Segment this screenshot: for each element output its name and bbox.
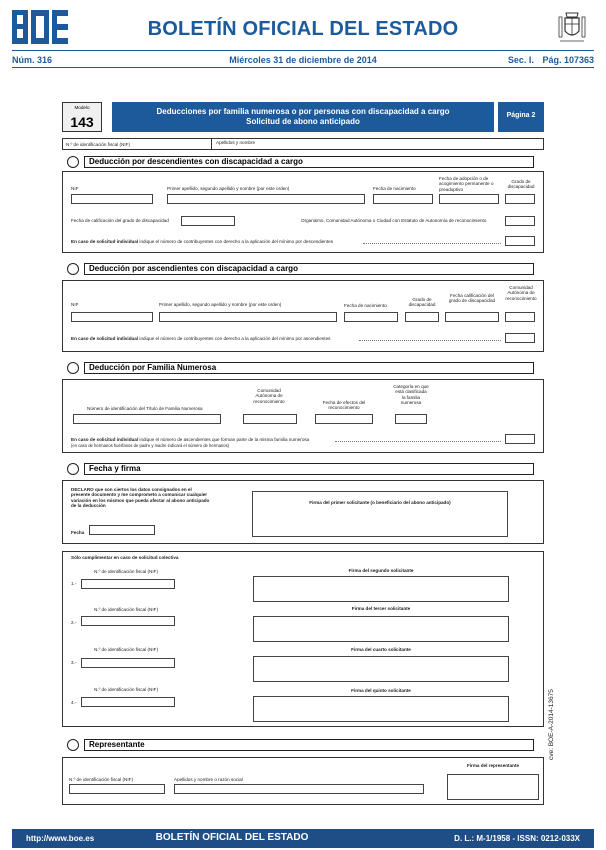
issue-date: Miércoles 31 de diciembre de 2014 — [229, 55, 377, 65]
s1-birth-input[interactable] — [373, 194, 433, 204]
s1-birth-label: Fecha de nacimiento — [373, 186, 416, 191]
s5-row2-nif-input[interactable] — [81, 616, 175, 626]
s3-individual-bold: En caso de solicitud individual — [71, 437, 139, 442]
section4-checkbox[interactable] — [67, 463, 79, 475]
section5-box — [62, 551, 544, 727]
s1-calif-input[interactable] — [181, 216, 235, 226]
s5-row1-firma-label: Firma del segundo solicitante — [348, 568, 414, 573]
section4-title: Fecha y firma — [84, 463, 534, 475]
s3-individual-input[interactable] — [505, 434, 535, 444]
s6-firma-label: Firma del representante — [466, 763, 520, 768]
s1-adoption-label: Fecha de adopción o de acogimiento permanente o preadoptivo — [439, 176, 494, 192]
section2-checkbox[interactable] — [67, 263, 79, 275]
s1-calif-label: Fecha de calificación del grado de discapacidad — [71, 218, 169, 223]
page-label: Página 2 — [506, 112, 536, 119]
s2-dots — [359, 340, 501, 341]
section3-box — [62, 379, 544, 453]
section-label: Sec. I. — [507, 55, 534, 65]
s5-row3-firma-box[interactable] — [253, 656, 509, 682]
s6-name-input[interactable] — [174, 784, 424, 794]
s3-categoria-input[interactable] — [395, 414, 427, 424]
s2-individual-label — [71, 336, 330, 341]
s3-individual-rest: indique el número de ascendientes que forman parte de la misma familia numerosa — [139, 437, 310, 442]
s4-firma-label: Firma del primer solicitante (o beneficiario del abono anticipado) — [309, 500, 451, 505]
id-row-divider — [211, 139, 212, 149]
footer-title: BOLETÍN OFICIAL DEL ESTADO — [155, 832, 309, 843]
s4-declaro-rest: que son ciertos los datos consignados en el presente documento y me comprometo a comunicar cualquier variación en los mismos que pueda afectar al abono anticipado de la deducción — [71, 487, 210, 509]
s5-row3-nif-input[interactable] — [81, 658, 175, 668]
s2-individual-bold: En caso de solicitud individual — [71, 336, 139, 341]
s2-name-label: Primer apellido, segundo apellido y nombre (por este orden) — [159, 302, 282, 307]
form-title-line2: Solicitud de abono anticipado — [246, 117, 360, 126]
s4-declaro — [71, 487, 211, 509]
s2-grado-label: Grado de discapacidad — [408, 297, 436, 308]
s1-nif-input[interactable] — [71, 194, 153, 204]
s5-row1-num: 1.- — [71, 581, 77, 586]
s5-row4-nif-input[interactable] — [81, 697, 175, 707]
section6-checkbox[interactable] — [67, 739, 79, 751]
s3-titulo-input[interactable] — [73, 414, 221, 424]
s5-row2-nif-label: N.º de identificación fiscal (NIF) — [94, 607, 158, 612]
header-divider — [12, 50, 594, 51]
s4-fecha-input[interactable] — [89, 525, 155, 535]
s5-row1-nif-label: N.º de identificación fiscal (NIF) — [94, 569, 158, 574]
s2-individual-input[interactable] — [505, 333, 535, 343]
form-title-line1: Deducciones por familia numerosa o por personas con discapacidad a cargo — [156, 107, 450, 116]
s2-comunidad-input[interactable] — [505, 312, 535, 322]
footer-bar — [12, 829, 594, 848]
s4-fecha-label: Fecha — [71, 530, 85, 535]
coat-of-arms-icon — [556, 9, 588, 45]
footer-url[interactable]: http://www.boe.es — [26, 834, 95, 843]
s5-row4-firma-box[interactable] — [253, 696, 509, 722]
s1-name-input[interactable] — [167, 194, 365, 204]
s5-row3-num: 3.- — [71, 660, 77, 665]
s5-row4-nif-label: N.º de identificación fiscal (NIF) — [94, 687, 158, 692]
modelo-number: 143 — [70, 114, 94, 130]
s3-efectos-label: Fecha de efectos del reconocimiento — [322, 400, 366, 411]
s5-row3-nif-label: N.º de identificación fiscal (NIF) — [94, 647, 158, 652]
s3-note: (en caso de hermanos huérfanos de padre y madre indicará el número de hermanos) — [71, 443, 230, 448]
nif-label: N.º de identificación fiscal (NIF) — [66, 142, 130, 147]
header-title: BOLETÍN OFICIAL DEL ESTADO — [147, 18, 459, 40]
s3-efectos-input[interactable] — [315, 414, 373, 424]
s1-organismo-label: Organismo, Comunidad Autónoma o Ciudad con Estatuto de Autonomía de reconocimiento — [301, 218, 487, 223]
section6-title: Representante — [84, 739, 534, 751]
section2-box — [62, 280, 544, 352]
section1-title: Deducción por descendientes con discapacidad a cargo — [84, 156, 534, 168]
s4-declaro-bold: DECLARO — [71, 487, 94, 492]
s6-name-label: Apellidos y nombre o razón social — [174, 777, 243, 782]
modelo-box — [62, 102, 102, 132]
s2-nif-input[interactable] — [71, 312, 153, 322]
s1-organismo-input[interactable] — [505, 216, 535, 226]
s3-dots — [335, 441, 501, 442]
s5-row2-firma-box[interactable] — [253, 616, 509, 642]
s2-calif-label: Fecha calificación del grado de discapacidad — [448, 293, 496, 304]
page-number: Pág. 107363 — [542, 55, 594, 65]
section3-title: Deducción por Familia Numerosa — [84, 362, 534, 374]
section4-box — [62, 480, 544, 544]
s5-row2-num: 2.- — [71, 620, 77, 625]
s5-row4-firma-label: Firma del quinto solicitante — [351, 688, 411, 693]
s1-grado-input[interactable] — [505, 194, 535, 204]
header-divider-bottom — [12, 67, 594, 68]
s5-row2-firma-label: Firma del tercer solicitante — [351, 606, 411, 611]
s1-nif-label: NIF — [71, 186, 79, 191]
s2-name-input[interactable] — [159, 312, 337, 322]
s2-individual-rest: indique el número de contribuyentes con derecho a la aplicación del mínimo por ascendientes — [139, 336, 331, 341]
s2-comunidad-label: Comunidad Autónoma de reconocimiento — [505, 285, 537, 301]
name-label: Apellidos y nombre — [216, 140, 256, 145]
s6-nif-input[interactable] — [69, 784, 165, 794]
s6-firma-box[interactable] — [447, 774, 539, 800]
section2-title: Deducción por ascendientes con discapacidad a cargo — [84, 263, 534, 275]
s5-row3-firma-label: Firma del cuarto solicitante — [351, 647, 411, 652]
s2-birth-input[interactable] — [344, 312, 398, 322]
s1-individual-bold: En caso de solicitud individual — [71, 239, 139, 244]
section6-box — [62, 757, 544, 805]
s2-grado-input[interactable] — [405, 312, 439, 322]
s1-adoption-input[interactable] — [439, 194, 499, 204]
s3-titulo-label: Número de identificación del Título de Familia Numerosa — [87, 406, 203, 411]
s2-birth-label: Fecha de nacimiento — [344, 303, 387, 308]
s5-row1-nif-input[interactable] — [81, 579, 175, 589]
s1-individual-rest: indique el número de contribuyentes con derecho a la aplicación del mínimo por descendientes — [139, 239, 333, 244]
id-row — [62, 138, 544, 150]
s1-individual-input[interactable] — [505, 236, 535, 246]
s4-firma-box[interactable] — [252, 491, 508, 537]
section1-checkbox[interactable] — [67, 156, 79, 168]
s3-categoria-label: Categoría en que está clasificada la familia numerosa — [393, 384, 429, 406]
s1-grado-label: Grado de discapacidad — [507, 179, 535, 190]
issue-number: Núm. 316 — [12, 55, 53, 65]
s5-row1-firma-box[interactable] — [253, 576, 509, 602]
side-code: cve: BOE-A-2014-13675 — [548, 689, 555, 760]
s1-name-label: Primer apellido, segundo apellido y nombre (por este orden) — [167, 186, 290, 191]
s3-comunidad-input[interactable] — [243, 414, 297, 424]
s1-dots — [363, 243, 501, 244]
s2-nif-label: NIF — [71, 302, 79, 307]
modelo-label: Modelo — [74, 105, 90, 110]
s3-comunidad-label: Comunidad Autónoma de reconocimiento — [253, 388, 285, 404]
form-title-box — [112, 102, 494, 132]
page-label-box — [498, 102, 544, 132]
section1-box — [62, 171, 544, 253]
s3-individual-label — [71, 437, 309, 442]
s5-heading: Sólo cumplimentar en caso de solicitud colectiva — [71, 555, 179, 560]
s5-row4-num: 4.- — [71, 700, 77, 705]
footer-dl: D. L.: M-1/1958 - ISSN: 0212-033X — [454, 834, 580, 843]
s1-individual-label — [71, 239, 333, 244]
section3-checkbox[interactable] — [67, 362, 79, 374]
section-page — [508, 55, 594, 65]
s6-nif-label: N.º de identificación fiscal (NIF) — [69, 777, 133, 782]
s2-calif-input[interactable] — [445, 312, 499, 322]
